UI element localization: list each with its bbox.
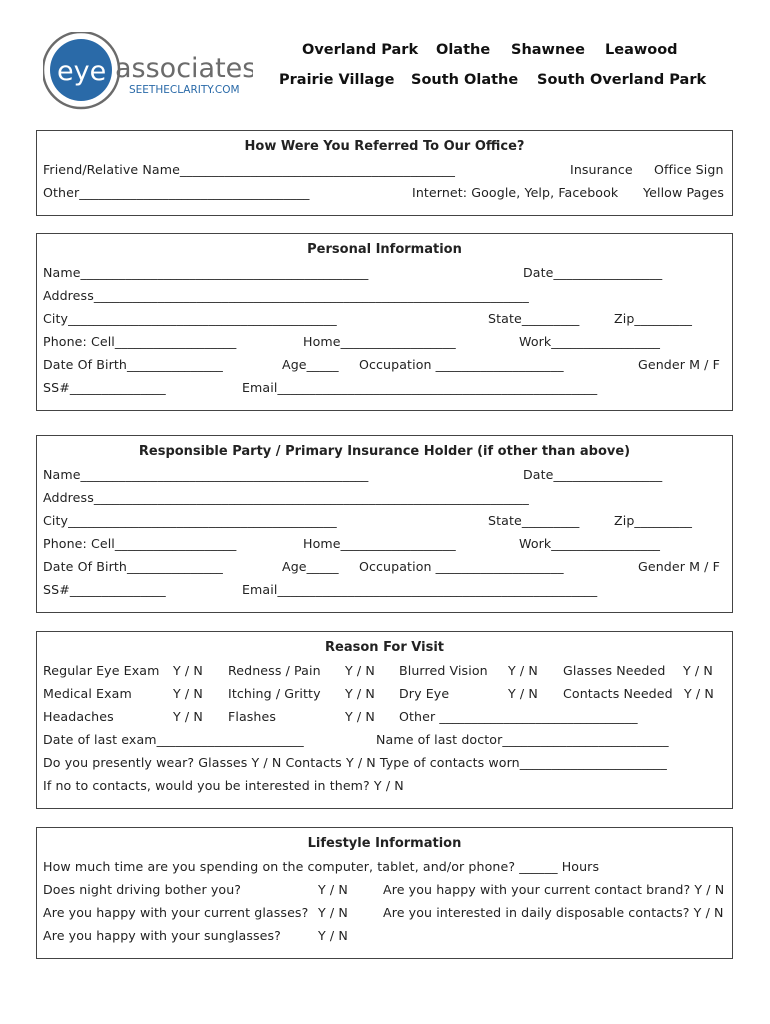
lifestyle-information-section [36,827,733,959]
rp-gender-field[interactable]: Gender M / F [638,559,720,574]
referral-title: How Were You Referred To Our Office? [244,139,525,154]
screen-time-field[interactable]: How much time are you spending on the computer, tablet, and/or phone? ______ Hours [43,859,600,874]
gender-field[interactable]: Gender M / F [638,357,720,372]
regular-eye-exam-label: Regular Eye Exam [43,663,160,678]
regular-eye-exam-yn[interactable]: Y / N [173,663,203,678]
logo-tagline: SEETHECLARITY.COM [129,84,240,96]
address-field[interactable]: Address____________________________________________________________________ [43,288,529,303]
rp-name-field[interactable]: Name_____________________________________________ [43,467,369,482]
rp-age-field[interactable]: Age_____ [282,559,339,574]
headaches-label: Headaches [43,709,114,724]
date-of-birth-field[interactable]: Date Of Birth_______________ [43,357,223,372]
blurred-vision-label: Blurred Vision [399,663,488,678]
name-field[interactable]: Name_____________________________________________ [43,265,369,280]
rp-ssn-field[interactable]: SS#_______________ [43,582,166,597]
rp-date-of-birth-field[interactable]: Date Of Birth_______________ [43,559,223,574]
redness-pain-yn[interactable]: Y / N [345,663,375,678]
redness-pain-label: Redness / Pain [228,663,321,678]
city-field[interactable]: City__________________________________________ [43,311,337,326]
internet-option[interactable]: Internet: Google, Yelp, Facebook [412,185,619,200]
current-glasses-yn[interactable]: Y / N [318,905,348,920]
location-prairie-village: Prairie Village [279,72,395,88]
rp-city-field[interactable]: City__________________________________________ [43,513,337,528]
contacts-interest-field[interactable]: If no to contacts, would you be interested in them? Y / N [43,778,404,793]
reason-for-visit-section [36,631,733,809]
blurred-vision-yn[interactable]: Y / N [508,663,538,678]
sunglasses-label: Are you happy with your sunglasses? [43,928,281,943]
current-wear-field[interactable]: Do you presently wear? Glasses Y / N Contacts Y / N Type of contacts worn_______________________ [43,755,667,770]
medical-exam-yn[interactable]: Y / N [173,686,203,701]
sunglasses-yn[interactable]: Y / N [318,928,348,943]
contacts-needed-label: Contacts Needed [563,686,673,701]
dry-eye-label: Dry Eye [399,686,450,701]
contacts-needed-yn[interactable]: Y / N [684,686,714,701]
last-doctor-field[interactable]: Name of last doctor__________________________ [376,732,669,747]
responsible-party-section [36,435,733,613]
occupation-field[interactable]: Occupation ____________________ [359,357,564,372]
itching-gritty-label: Itching / Gritty [228,686,321,701]
insurance-option[interactable]: Insurance [570,162,633,177]
rp-cell-phone-field[interactable]: Phone: Cell___________________ [43,536,237,551]
night-driving-yn[interactable]: Y / N [318,882,348,897]
other-reason-field[interactable]: Other _______________________________ [399,709,638,724]
yellow-pages-option[interactable]: Yellow Pages [643,185,725,200]
location-olathe: Olathe [436,42,491,58]
referral-section [36,130,733,216]
daily-disposable-field[interactable]: Are you interested in daily disposable contacts? Y / N [383,905,724,920]
current-glasses-label: Are you happy with your current glasses? [43,905,309,920]
headaches-yn[interactable]: Y / N [173,709,203,724]
flashes-yn[interactable]: Y / N [345,709,375,724]
other-referral-field[interactable]: Other____________________________________ [43,185,310,200]
lifestyle-title: Lifestyle Information [307,836,462,851]
location-south-overland-park: South Overland Park [537,72,707,88]
logo-graphic [43,32,253,112]
rp-zip-field[interactable]: Zip_________ [614,513,692,528]
responsible-title: Responsible Party / Primary Insurance Holder (if other than above) [138,444,631,459]
logo-word-associates: associates [115,53,253,84]
work-phone-field[interactable]: Work_________________ [519,334,661,349]
night-driving-label: Does night driving bother you? [43,882,242,897]
location-overland-park: Overland Park [302,42,419,58]
state-field[interactable]: State_________ [488,311,580,326]
location-south-olathe: South Olathe [411,72,519,88]
cell-phone-field[interactable]: Phone: Cell___________________ [43,334,237,349]
home-phone-field[interactable]: Home__________________ [303,334,456,349]
ssn-field[interactable]: SS#_______________ [43,380,166,395]
rp-work-phone-field[interactable]: Work_________________ [519,536,661,551]
contact-brand-field[interactable]: Are you happy with your current contact brand? Y / N [383,882,725,897]
age-field[interactable]: Age_____ [282,357,339,372]
itching-gritty-yn[interactable]: Y / N [345,686,375,701]
rp-state-field[interactable]: State_________ [488,513,580,528]
rp-home-phone-field[interactable]: Home__________________ [303,536,456,551]
location-shawnee: Shawnee [511,42,585,58]
date-field[interactable]: Date_________________ [523,265,663,280]
personal-title: Personal Information [307,242,462,257]
dry-eye-yn[interactable]: Y / N [508,686,538,701]
personal-information-section [36,233,733,411]
location-leawood: Leawood [605,42,678,58]
zip-field[interactable]: Zip_________ [614,311,692,326]
rp-email-field[interactable]: Email__________________________________________________ [242,582,598,597]
glasses-needed-label: Glasses Needed [563,663,666,678]
eye-associates-logo [43,32,253,112]
medical-exam-label: Medical Exam [43,686,132,701]
glasses-needed-yn[interactable]: Y / N [683,663,713,678]
logo-word-eye: eye [57,56,107,87]
rp-address-field[interactable]: Address____________________________________________________________________ [43,490,529,505]
office-sign-option[interactable]: Office Sign [654,162,724,177]
rp-occupation-field[interactable]: Occupation ____________________ [359,559,564,574]
email-field[interactable]: Email__________________________________________________ [242,380,598,395]
reason-title: Reason For Visit [325,640,444,655]
friend-relative-field[interactable]: Friend/Relative Name___________________________________________ [43,162,455,177]
last-exam-date-field[interactable]: Date of last exam_______________________ [43,732,304,747]
flashes-label: Flashes [228,709,277,724]
rp-date-field[interactable]: Date_________________ [523,467,663,482]
